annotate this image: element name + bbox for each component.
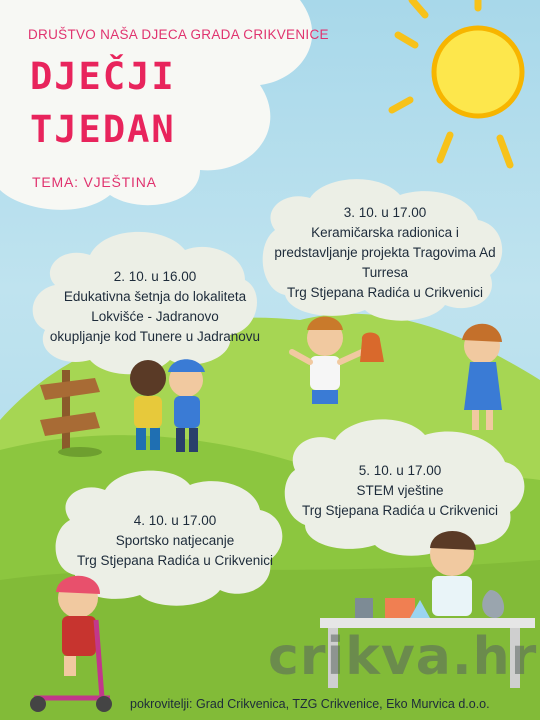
event-line: Sportsko natjecanje — [115, 533, 235, 548]
event-date: 4. 10. u 17.00 — [133, 513, 217, 528]
event-1 — [35, 267, 275, 347]
event-2 — [250, 203, 520, 303]
event-line: STEM vještine — [356, 483, 444, 498]
sponsors-footer: pokrovitelji: Grad Crikvenica, TZG Crikvenice, Eko Murvica d.o.o. — [130, 697, 490, 711]
event-line: Trg Stjepana Radića u Crikvenici — [301, 503, 499, 518]
event-line: Keramičarska radionica i — [311, 225, 459, 240]
page-title-line2: TJEDAN — [30, 108, 176, 151]
event-line: Trg Stjepana Radića u Crikvenici — [286, 285, 484, 300]
event-line: Trg Stjepana Radića u Crikvenici — [76, 553, 274, 568]
watermark: crikva.hr — [268, 627, 538, 687]
sun-icon — [392, 0, 522, 165]
theme-label: TEMA: VJEŠTINA — [32, 174, 157, 190]
page-title-line1: DJEČJI — [30, 55, 176, 98]
event-line: Edukativna šetnja do lokaliteta — [63, 289, 247, 304]
event-3 — [60, 511, 290, 571]
event-line: Turresa — [361, 265, 408, 280]
event-line: predstavljanje projekta Tragovima Ad — [274, 245, 496, 260]
organization-name: DRUŠTVO NAŠA DJECA GRADA CRIKVENICE — [28, 27, 329, 42]
event-4 — [285, 461, 515, 521]
event-line: Lokvišće - Jadranovo — [91, 309, 219, 324]
event-date: 5. 10. u 17.00 — [358, 463, 442, 478]
event-date: 3. 10. u 17.00 — [343, 205, 427, 220]
event-date: 2. 10. u 16.00 — [113, 269, 197, 284]
event-line: okupljanje kod Tunere u Jadranovu — [49, 329, 261, 344]
